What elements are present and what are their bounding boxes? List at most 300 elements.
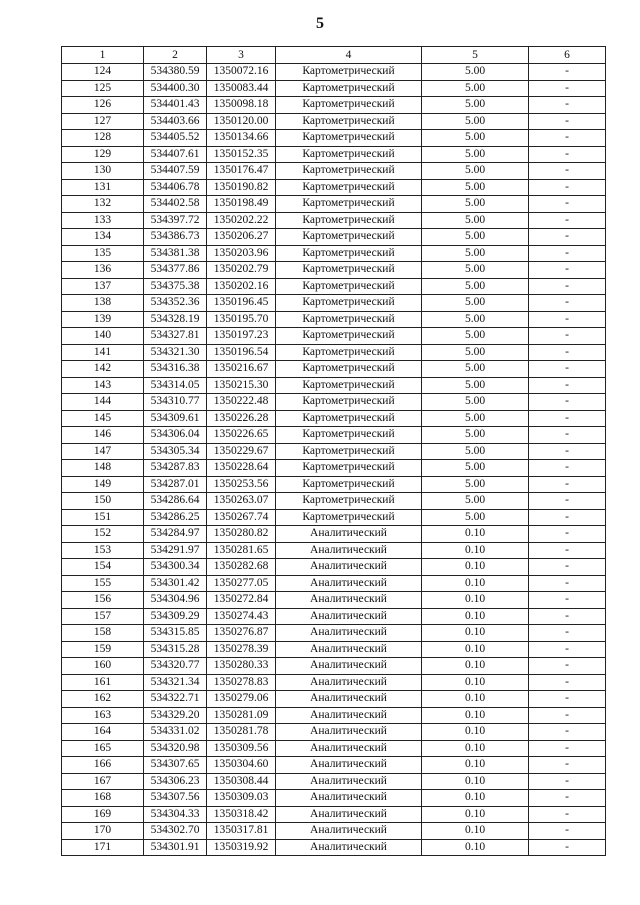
y-coordinate-cell: 1350195.70 xyxy=(207,311,276,328)
method-cell: Аналитический xyxy=(276,806,422,823)
x-coordinate-cell: 534301.91 xyxy=(144,839,207,856)
y-coordinate-cell: 1350318.42 xyxy=(207,806,276,823)
x-coordinate-cell: 534401.43 xyxy=(144,97,207,114)
description-cell: - xyxy=(529,773,606,790)
y-coordinate-cell: 1350198.49 xyxy=(207,196,276,213)
y-coordinate-cell: 1350308.44 xyxy=(207,773,276,790)
point-number-cell: 140 xyxy=(62,328,144,345)
point-number-cell: 147 xyxy=(62,443,144,460)
point-number-cell: 129 xyxy=(62,146,144,163)
description-cell: - xyxy=(529,691,606,708)
y-coordinate-cell: 1350272.84 xyxy=(207,592,276,609)
point-number-cell: 130 xyxy=(62,163,144,180)
accuracy-cell: 5.00 xyxy=(422,245,529,262)
method-cell: Картометрический xyxy=(276,377,422,394)
x-coordinate-cell: 534284.97 xyxy=(144,526,207,543)
description-cell: - xyxy=(529,724,606,741)
point-number-cell: 154 xyxy=(62,559,144,576)
accuracy-cell: 5.00 xyxy=(422,476,529,493)
y-coordinate-cell: 1350276.87 xyxy=(207,625,276,642)
point-number-cell: 152 xyxy=(62,526,144,543)
method-cell: Аналитический xyxy=(276,641,422,658)
description-cell: - xyxy=(529,625,606,642)
description-cell: - xyxy=(529,295,606,312)
point-number-cell: 166 xyxy=(62,757,144,774)
description-cell: - xyxy=(529,179,606,196)
x-coordinate-cell: 534377.86 xyxy=(144,262,207,279)
point-number-cell: 164 xyxy=(62,724,144,741)
x-coordinate-cell: 534315.85 xyxy=(144,625,207,642)
accuracy-cell: 5.00 xyxy=(422,262,529,279)
table-row xyxy=(62,377,606,394)
x-coordinate-cell: 534304.33 xyxy=(144,806,207,823)
x-coordinate-cell: 534307.56 xyxy=(144,790,207,807)
x-coordinate-cell: 534309.61 xyxy=(144,410,207,427)
column-header-method: 4 xyxy=(276,47,422,64)
description-cell: - xyxy=(529,229,606,246)
y-coordinate-cell: 1350202.22 xyxy=(207,212,276,229)
y-coordinate-cell: 1350319.92 xyxy=(207,839,276,856)
point-number-cell: 124 xyxy=(62,64,144,81)
table-row xyxy=(62,625,606,642)
accuracy-cell: 0.10 xyxy=(422,575,529,592)
accuracy-cell: 0.10 xyxy=(422,526,529,543)
y-coordinate-cell: 1350281.09 xyxy=(207,707,276,724)
table-row xyxy=(62,740,606,757)
x-coordinate-cell: 534304.96 xyxy=(144,592,207,609)
description-cell: - xyxy=(529,757,606,774)
x-coordinate-cell: 534306.23 xyxy=(144,773,207,790)
x-coordinate-cell: 534291.97 xyxy=(144,542,207,559)
table-row xyxy=(62,311,606,328)
point-number-cell: 138 xyxy=(62,295,144,312)
x-coordinate-cell: 534352.36 xyxy=(144,295,207,312)
method-cell: Аналитический xyxy=(276,608,422,625)
table-row xyxy=(62,130,606,147)
accuracy-cell: 5.00 xyxy=(422,196,529,213)
point-number-cell: 150 xyxy=(62,493,144,510)
method-cell: Картометрический xyxy=(276,460,422,477)
x-coordinate-cell: 534287.83 xyxy=(144,460,207,477)
accuracy-cell: 5.00 xyxy=(422,80,529,97)
point-number-cell: 155 xyxy=(62,575,144,592)
accuracy-cell: 0.10 xyxy=(422,757,529,774)
method-cell: Картометрический xyxy=(276,311,422,328)
y-coordinate-cell: 1350176.47 xyxy=(207,163,276,180)
table-row xyxy=(62,179,606,196)
method-cell: Картометрический xyxy=(276,163,422,180)
x-coordinate-cell: 534286.64 xyxy=(144,493,207,510)
y-coordinate-cell: 1350196.54 xyxy=(207,344,276,361)
y-coordinate-cell: 1350152.35 xyxy=(207,146,276,163)
description-cell: - xyxy=(529,245,606,262)
description-cell: - xyxy=(529,460,606,477)
accuracy-cell: 5.00 xyxy=(422,311,529,328)
method-cell: Картометрический xyxy=(276,361,422,378)
accuracy-cell: 0.10 xyxy=(422,691,529,708)
accuracy-cell: 5.00 xyxy=(422,427,529,444)
accuracy-cell: 0.10 xyxy=(422,773,529,790)
y-coordinate-cell: 1350304.60 xyxy=(207,757,276,774)
accuracy-cell: 0.10 xyxy=(422,625,529,642)
description-cell: - xyxy=(529,163,606,180)
point-number-cell: 162 xyxy=(62,691,144,708)
accuracy-cell: 0.10 xyxy=(422,724,529,741)
y-coordinate-cell: 1350278.83 xyxy=(207,674,276,691)
x-coordinate-cell: 534402.58 xyxy=(144,196,207,213)
y-coordinate-cell: 1350216.67 xyxy=(207,361,276,378)
y-coordinate-cell: 1350279.06 xyxy=(207,691,276,708)
accuracy-cell: 0.10 xyxy=(422,707,529,724)
point-number-cell: 126 xyxy=(62,97,144,114)
accuracy-cell: 5.00 xyxy=(422,278,529,295)
y-coordinate-cell: 1350281.65 xyxy=(207,542,276,559)
accuracy-cell: 5.00 xyxy=(422,509,529,526)
table-row xyxy=(62,443,606,460)
y-coordinate-cell: 1350309.56 xyxy=(207,740,276,757)
table-row xyxy=(62,526,606,543)
x-coordinate-cell: 534320.98 xyxy=(144,740,207,757)
description-cell: - xyxy=(529,146,606,163)
description-cell: - xyxy=(529,427,606,444)
y-coordinate-cell: 1350274.43 xyxy=(207,608,276,625)
accuracy-cell: 5.00 xyxy=(422,295,529,312)
table-row xyxy=(62,212,606,229)
point-number-cell: 170 xyxy=(62,823,144,840)
point-number-cell: 153 xyxy=(62,542,144,559)
method-cell: Картометрический xyxy=(276,113,422,130)
table-row xyxy=(62,344,606,361)
method-cell: Картометрический xyxy=(276,262,422,279)
description-cell: - xyxy=(529,823,606,840)
method-cell: Аналитический xyxy=(276,740,422,757)
description-cell: - xyxy=(529,113,606,130)
point-number-cell: 133 xyxy=(62,212,144,229)
method-cell: Картометрический xyxy=(276,410,422,427)
y-coordinate-cell: 1350280.82 xyxy=(207,526,276,543)
method-cell: Аналитический xyxy=(276,790,422,807)
point-number-cell: 139 xyxy=(62,311,144,328)
point-number-cell: 143 xyxy=(62,377,144,394)
point-number-cell: 160 xyxy=(62,658,144,675)
table-row xyxy=(62,410,606,427)
point-number-cell: 171 xyxy=(62,839,144,856)
x-coordinate-cell: 534407.59 xyxy=(144,163,207,180)
table-row xyxy=(62,724,606,741)
x-coordinate-cell: 534331.02 xyxy=(144,724,207,741)
point-number-cell: 128 xyxy=(62,130,144,147)
y-coordinate-cell: 1350226.65 xyxy=(207,427,276,444)
description-cell: - xyxy=(529,377,606,394)
description-cell: - xyxy=(529,361,606,378)
y-coordinate-cell: 1350203.96 xyxy=(207,245,276,262)
method-cell: Картометрический xyxy=(276,212,422,229)
accuracy-cell: 5.00 xyxy=(422,394,529,411)
x-coordinate-cell: 534386.73 xyxy=(144,229,207,246)
x-coordinate-cell: 534375.38 xyxy=(144,278,207,295)
accuracy-cell: 5.00 xyxy=(422,130,529,147)
method-cell: Картометрический xyxy=(276,295,422,312)
table-row xyxy=(62,592,606,609)
y-coordinate-cell: 1350226.28 xyxy=(207,410,276,427)
method-cell: Аналитический xyxy=(276,773,422,790)
method-cell: Картометрический xyxy=(276,278,422,295)
description-cell: - xyxy=(529,509,606,526)
x-coordinate-cell: 534403.66 xyxy=(144,113,207,130)
accuracy-cell: 5.00 xyxy=(422,493,529,510)
x-coordinate-cell: 534328.19 xyxy=(144,311,207,328)
y-coordinate-cell: 1350083.44 xyxy=(207,80,276,97)
table-row xyxy=(62,559,606,576)
method-cell: Картометрический xyxy=(276,443,422,460)
column-header-x: 2 xyxy=(144,47,207,64)
table-row xyxy=(62,361,606,378)
accuracy-cell: 0.10 xyxy=(422,559,529,576)
description-cell: - xyxy=(529,196,606,213)
table-row xyxy=(62,146,606,163)
x-coordinate-cell: 534300.34 xyxy=(144,559,207,576)
description-cell: - xyxy=(529,839,606,856)
table-row xyxy=(62,575,606,592)
accuracy-cell: 0.10 xyxy=(422,740,529,757)
point-number-cell: 159 xyxy=(62,641,144,658)
accuracy-cell: 5.00 xyxy=(422,229,529,246)
table-row xyxy=(62,707,606,724)
y-coordinate-cell: 1350197.23 xyxy=(207,328,276,345)
y-coordinate-cell: 1350309.03 xyxy=(207,790,276,807)
table-row xyxy=(62,163,606,180)
table-row xyxy=(62,542,606,559)
accuracy-cell: 0.10 xyxy=(422,608,529,625)
description-cell: - xyxy=(529,806,606,823)
x-coordinate-cell: 534397.72 xyxy=(144,212,207,229)
y-coordinate-cell: 1350253.56 xyxy=(207,476,276,493)
description-cell: - xyxy=(529,262,606,279)
description-cell: - xyxy=(529,493,606,510)
x-coordinate-cell: 534315.28 xyxy=(144,641,207,658)
x-coordinate-cell: 534302.70 xyxy=(144,823,207,840)
accuracy-cell: 0.10 xyxy=(422,658,529,675)
method-cell: Аналитический xyxy=(276,823,422,840)
method-cell: Картометрический xyxy=(276,179,422,196)
x-coordinate-cell: 534307.65 xyxy=(144,757,207,774)
coordinates-table xyxy=(61,46,606,856)
table-row xyxy=(62,773,606,790)
accuracy-cell: 5.00 xyxy=(422,361,529,378)
accuracy-cell: 5.00 xyxy=(422,410,529,427)
x-coordinate-cell: 534329.20 xyxy=(144,707,207,724)
accuracy-cell: 5.00 xyxy=(422,212,529,229)
point-number-cell: 132 xyxy=(62,196,144,213)
column-header-description: 6 xyxy=(529,47,606,64)
y-coordinate-cell: 1350229.67 xyxy=(207,443,276,460)
description-cell: - xyxy=(529,674,606,691)
accuracy-cell: 5.00 xyxy=(422,328,529,345)
y-coordinate-cell: 1350202.16 xyxy=(207,278,276,295)
method-cell: Картометрический xyxy=(276,493,422,510)
table-row xyxy=(62,674,606,691)
point-number-cell: 141 xyxy=(62,344,144,361)
column-header-accuracy: 5 xyxy=(422,47,529,64)
x-coordinate-cell: 534400.30 xyxy=(144,80,207,97)
y-coordinate-cell: 1350280.33 xyxy=(207,658,276,675)
description-cell: - xyxy=(529,740,606,757)
description-cell: - xyxy=(529,641,606,658)
method-cell: Аналитический xyxy=(276,839,422,856)
point-number-cell: 131 xyxy=(62,179,144,196)
y-coordinate-cell: 1350190.82 xyxy=(207,179,276,196)
accuracy-cell: 0.10 xyxy=(422,542,529,559)
method-cell: Аналитический xyxy=(276,625,422,642)
table-row xyxy=(62,278,606,295)
point-number-cell: 165 xyxy=(62,740,144,757)
accuracy-cell: 5.00 xyxy=(422,344,529,361)
description-cell: - xyxy=(529,542,606,559)
accuracy-cell: 0.10 xyxy=(422,592,529,609)
accuracy-cell: 5.00 xyxy=(422,146,529,163)
x-coordinate-cell: 534327.81 xyxy=(144,328,207,345)
x-coordinate-cell: 534321.30 xyxy=(144,344,207,361)
y-coordinate-cell: 1350282.68 xyxy=(207,559,276,576)
method-cell: Картометрический xyxy=(276,130,422,147)
method-cell: Картометрический xyxy=(276,328,422,345)
x-coordinate-cell: 534305.34 xyxy=(144,443,207,460)
accuracy-cell: 0.10 xyxy=(422,790,529,807)
y-coordinate-cell: 1350134.66 xyxy=(207,130,276,147)
point-number-cell: 136 xyxy=(62,262,144,279)
table-row xyxy=(62,196,606,213)
y-coordinate-cell: 1350222.48 xyxy=(207,394,276,411)
y-coordinate-cell: 1350317.81 xyxy=(207,823,276,840)
table-row xyxy=(62,460,606,477)
description-cell: - xyxy=(529,311,606,328)
table-row xyxy=(62,245,606,262)
table-row xyxy=(62,229,606,246)
x-coordinate-cell: 534306.04 xyxy=(144,427,207,444)
point-number-cell: 135 xyxy=(62,245,144,262)
x-coordinate-cell: 534405.52 xyxy=(144,130,207,147)
y-coordinate-cell: 1350277.05 xyxy=(207,575,276,592)
x-coordinate-cell: 534309.29 xyxy=(144,608,207,625)
point-number-cell: 148 xyxy=(62,460,144,477)
y-coordinate-cell: 1350281.78 xyxy=(207,724,276,741)
y-coordinate-cell: 1350206.27 xyxy=(207,229,276,246)
point-number-cell: 149 xyxy=(62,476,144,493)
y-coordinate-cell: 1350263.07 xyxy=(207,493,276,510)
y-coordinate-cell: 1350228.64 xyxy=(207,460,276,477)
table-row xyxy=(62,790,606,807)
method-cell: Аналитический xyxy=(276,757,422,774)
column-header-y: 3 xyxy=(207,47,276,64)
method-cell: Аналитический xyxy=(276,592,422,609)
x-coordinate-cell: 534286.25 xyxy=(144,509,207,526)
point-number-cell: 146 xyxy=(62,427,144,444)
x-coordinate-cell: 534301.42 xyxy=(144,575,207,592)
description-cell: - xyxy=(529,608,606,625)
accuracy-cell: 0.10 xyxy=(422,641,529,658)
table-row xyxy=(62,757,606,774)
header-row xyxy=(62,47,606,64)
x-coordinate-cell: 534380.59 xyxy=(144,64,207,81)
method-cell: Аналитический xyxy=(276,691,422,708)
table-row xyxy=(62,691,606,708)
description-cell: - xyxy=(529,707,606,724)
point-number-cell: 163 xyxy=(62,707,144,724)
x-coordinate-cell: 534322.71 xyxy=(144,691,207,708)
point-number-cell: 151 xyxy=(62,509,144,526)
x-coordinate-cell: 534316.38 xyxy=(144,361,207,378)
method-cell: Аналитический xyxy=(276,658,422,675)
table-row xyxy=(62,493,606,510)
method-cell: Картометрический xyxy=(276,146,422,163)
point-number-cell: 158 xyxy=(62,625,144,642)
point-number-cell: 168 xyxy=(62,790,144,807)
description-cell: - xyxy=(529,97,606,114)
point-number-cell: 157 xyxy=(62,608,144,625)
table-row xyxy=(62,476,606,493)
accuracy-cell: 0.10 xyxy=(422,674,529,691)
accuracy-cell: 5.00 xyxy=(422,179,529,196)
y-coordinate-cell: 1350196.45 xyxy=(207,295,276,312)
table-row xyxy=(62,658,606,675)
x-coordinate-cell: 534406.78 xyxy=(144,179,207,196)
description-cell: - xyxy=(529,526,606,543)
description-cell: - xyxy=(529,344,606,361)
accuracy-cell: 5.00 xyxy=(422,64,529,81)
description-cell: - xyxy=(529,278,606,295)
description-cell: - xyxy=(529,476,606,493)
accuracy-cell: 5.00 xyxy=(422,163,529,180)
point-number-cell: 169 xyxy=(62,806,144,823)
method-cell: Аналитический xyxy=(276,724,422,741)
page-number: 5 xyxy=(316,15,324,32)
y-coordinate-cell: 1350072.16 xyxy=(207,64,276,81)
accuracy-cell: 0.10 xyxy=(422,823,529,840)
method-cell: Аналитический xyxy=(276,575,422,592)
accuracy-cell: 0.10 xyxy=(422,839,529,856)
x-coordinate-cell: 534381.38 xyxy=(144,245,207,262)
table-row xyxy=(62,509,606,526)
description-cell: - xyxy=(529,790,606,807)
table-row xyxy=(62,839,606,856)
description-cell: - xyxy=(529,575,606,592)
point-number-cell: 144 xyxy=(62,394,144,411)
accuracy-cell: 5.00 xyxy=(422,460,529,477)
accuracy-cell: 5.00 xyxy=(422,377,529,394)
accuracy-cell: 5.00 xyxy=(422,443,529,460)
accuracy-cell: 5.00 xyxy=(422,113,529,130)
method-cell: Картометрический xyxy=(276,394,422,411)
method-cell: Картометрический xyxy=(276,229,422,246)
table-row xyxy=(62,97,606,114)
method-cell: Картометрический xyxy=(276,80,422,97)
point-number-cell: 134 xyxy=(62,229,144,246)
point-number-cell: 156 xyxy=(62,592,144,609)
point-number-cell: 161 xyxy=(62,674,144,691)
table-row xyxy=(62,328,606,345)
table-row xyxy=(62,608,606,625)
point-number-cell: 137 xyxy=(62,278,144,295)
table-row xyxy=(62,64,606,81)
description-cell: - xyxy=(529,443,606,460)
description-cell: - xyxy=(529,328,606,345)
description-cell: - xyxy=(529,130,606,147)
method-cell: Картометрический xyxy=(276,196,422,213)
point-number-cell: 127 xyxy=(62,113,144,130)
method-cell: Аналитический xyxy=(276,559,422,576)
point-number-cell: 145 xyxy=(62,410,144,427)
y-coordinate-cell: 1350098.18 xyxy=(207,97,276,114)
